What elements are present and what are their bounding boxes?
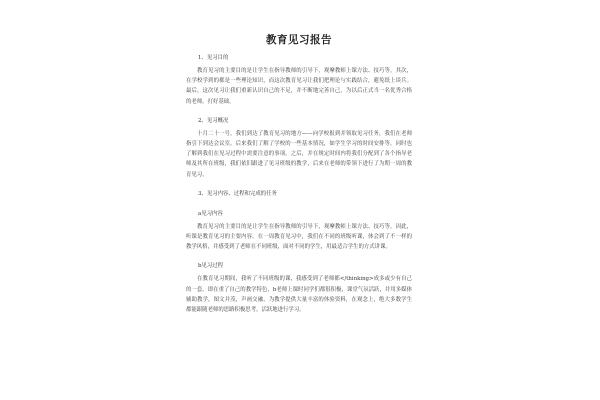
section-heading-overview: 2、见习概况 bbox=[198, 117, 229, 124]
section-paragraph-overview: 十月二十一号，我们到达了教育见习的地方——向学校报到并领取见习任务，我们在老师指引下到达会议室。后来我们了解了学校的一些基本情况，如学生学习的时间安排等。同时也了解到我们在见习过程中需要注意的事项。之后，并在规定时间内将我们分配到了各个指导老师及其所在班级，我们依旧跟进了见习班级的教学，后来在老师的带领下进行了为期一周的教育见习。 bbox=[186, 130, 412, 178]
subsection-heading-content: a见习内容 bbox=[198, 210, 223, 217]
section-heading-purpose: 1、见习目的 bbox=[198, 55, 229, 61]
document-content bbox=[186, 30, 412, 325]
spacer bbox=[186, 202, 412, 210]
document-title: 教育见习报告 bbox=[266, 34, 332, 46]
section-heading-content: 3、见习内容、过程和完成的任务 bbox=[198, 190, 277, 197]
subsection-paragraph-process: 在教育见习期间，我听了不同班级的课，我感受到了老师都</thinking>成多或少有自己的一套。即在重了自己的教学特色，b老师上课时同学们都很积极，课堂气氛活跃，并用多媒体辅助教学，图文并茂，声画交融，为教学提供大量丰富的体验资料，在观念上，绝大多数学生都能跟随老师的思路积极思考，活跃地进行学习。 bbox=[186, 276, 412, 314]
subsection-heading-process: b见习过程 bbox=[198, 263, 224, 270]
subsection-paragraph-content: 教育见习的主要目的是让学生在指导教师的引导下，观摩教师上课方法、技巧等。因此，听课是教育见习的主要内容。在一周教育见习中，我们在不同的班级听课，体会到了不一样的教学风格，并感受到了老师在不同班级，面对不同的学生，用最适合学生的方式讲课。 bbox=[186, 223, 412, 251]
section-paragraph-purpose: 教育见习的主要目的是让学生在指导教师的引导下，观摩教师上课方法、技巧等。其次，在学校学到的都是一些理论知识，而这次教育见习让我们把理论与实践结合，避免纸上谈兵。最后，这次见习让我们重新认识自己的不足，并不断地完善自己，为以后正式当一名优秀合格的老师，打好基础。 bbox=[186, 68, 412, 105]
